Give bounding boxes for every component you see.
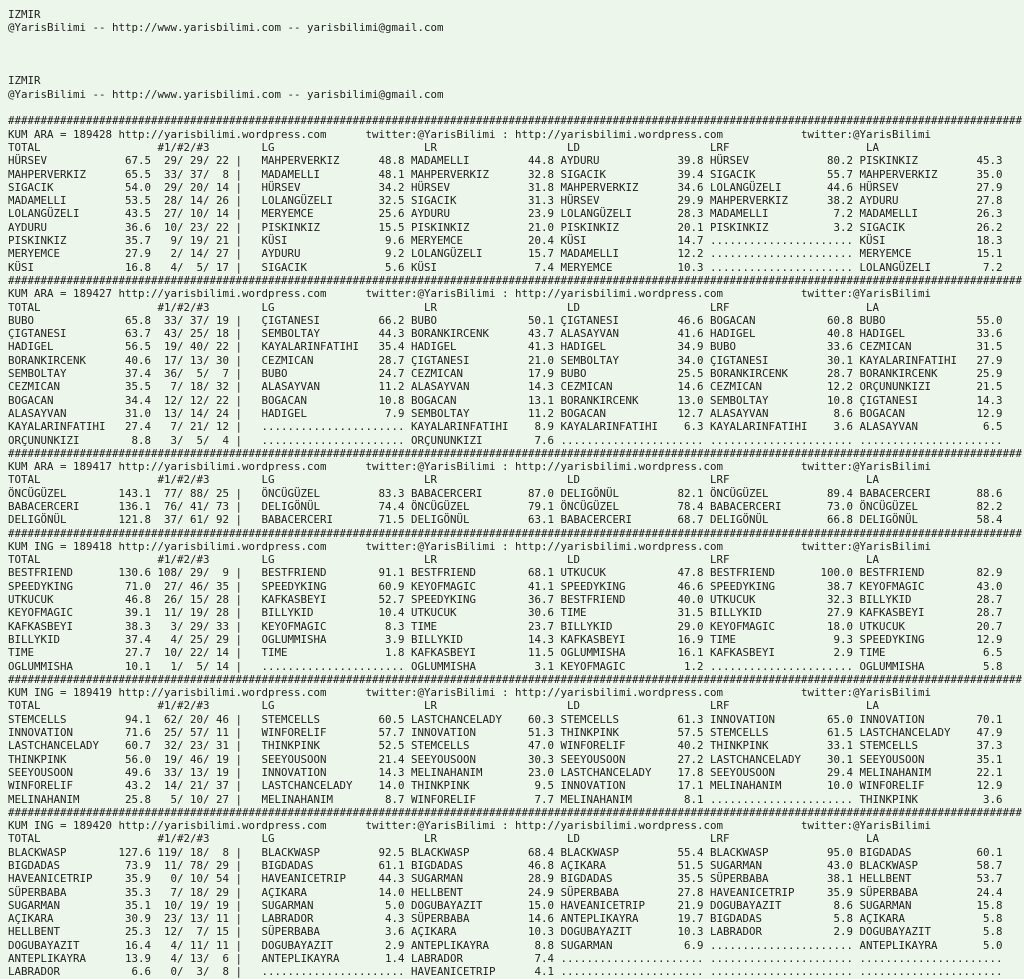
table-row: ÖNCÜGÜZEL 143.1 77/ 88/ 25 | ÖNCÜGÜZEL 83.3 BABACERCERI 87.0 DELIGÖNÜL 82.1 ÖNCÜGÜZEL 89.4 BABACERCERI 88.6: [8, 486, 1003, 500]
table-row: AÇIKARA 30.9 23/ 13/ 11 | LABRADOR 4.3 SÜPERBABA 14.6 ANTEPLIKAYRA 19.7 BIGDADAS 5.8 AÇIKARA 5.8: [8, 912, 1003, 926]
table-row: SÜPERBABA 35.3 7/ 18/ 29 | AÇIKARA 14.0 HELLBENT 24.9 SÜPERBABA 27.8 HAVEANICETRIP 35.9 SÜPERBABA 24.4: [8, 885, 1003, 899]
table-row: SIGACIK 54.0 29/ 20/ 14 | HÜRSEV 34.2 HÜRSEV 31.8 MAHPERVERKIZ 34.6 LOLANGÜZELI 44.6 HÜRSEV 27.9: [8, 180, 1003, 194]
separator-line: ############################################################################################################################################################: [8, 805, 1023, 819]
table-row: AYDURU 36.6 10/ 23/ 22 | PISKINKIZ 15.5 PISKINKIZ 21.0 PISKINKIZ 20.1 PISKINKIZ 3.2 SIGACIK 26.2: [8, 220, 1003, 234]
report-header: [8, 8, 1024, 114]
table-row: ALASAYVAN 31.0 13/ 14/ 24 | HADIGEL 7.9 SEMBOLTAY 11.2 BOGACAN 12.7 ALASAYVAN 8.6 BOGACAN 12.9: [8, 406, 1003, 420]
table-row: TIME 27.7 10/ 22/ 14 | TIME 1.8 KAFKASBEYI 11.5 OGLUMMISHA 16.1 KAFKASBEYI 2.9 TIME 6.5: [8, 646, 1003, 660]
table-row: MERYEMCE 27.9 2/ 14/ 27 | AYDURU 9.2 LOLANGÜZELI 15.7 MADAMELLI 12.2 ...................... MERYEMCE 15.1: [8, 247, 1003, 261]
spacer: [8, 101, 1024, 114]
table-row: HELLBENT 25.3 12/ 7/ 15 | SÜPERBABA 3.6 AÇIKARA 10.3 DOGUBAYAZIT 10.3 LABRADOR 2.9 DOGUBAYAZIT 5.8: [8, 925, 1003, 939]
column-headers: TOTAL #1/#2/#3 LG LR LD LRF LA: [8, 832, 880, 846]
table-row: MADAMELLI 53.5 28/ 14/ 26 | LOLANGÜZELI 32.5 SIGACIK 31.3 HÜRSEV 29.9 MAHPERVERKIZ 38.2 AYDURU 27.8: [8, 194, 1003, 208]
table-row: PISKINKIZ 35.7 9/ 19/ 21 | KÜSI 9.6 MERYEMCE 20.4 KÜSI 14.7 ...................... KÜSI 18.3: [8, 234, 1003, 248]
block-title: KUM ING = 189420 http://yarisbilimi.wordpress.com twitter:@YarisBilimi : http://yarisbilimi.wordpress.com twitter:@YarisBilimi: [8, 819, 932, 833]
column-headers: TOTAL #1/#2/#3 LG LR LD LRF LA: [8, 140, 880, 154]
table-row: KEYOFMAGIC 39.1 11/ 19/ 28 | BILLYKID 10.4 UTKUCUK 30.6 TIME 31.5 BILLYKID 27.9 KAFKASBEYI 28.7: [8, 606, 1003, 620]
spacer: [8, 35, 1024, 48]
table-row: HAVEANICETRIP 35.9 0/ 10/ 54 | HAVEANICETRIP 44.3 SUGARMAN 28.9 BIGDADAS 35.5 SÜPERBABA 38.1 HELLBENT 53.7: [8, 872, 1003, 886]
table-row: INNOVATION 71.6 25/ 57/ 11 | WINFORELIF 57.7 INNOVATION 51.3 THINKPINK 57.5 STEMCELLS 61.5 LASTCHANCELADY 47.9: [8, 726, 1003, 740]
column-headers: TOTAL #1/#2/#3 LG LR LD LRF LA: [8, 699, 880, 713]
table-row: THINKPINK 56.0 19/ 46/ 19 | SEEYOUSOON 21.4 SEEYOUSOON 30.3 SEEYOUSOON 27.2 LASTCHANCELADY 30.1 SEEYOUSOON 35.1: [8, 752, 1003, 766]
separator-line: ############################################################################################################################################################: [8, 114, 1023, 128]
table-row: BABACERCERI 136.1 76/ 41/ 73 | DELIGÖNÜL 74.4 ÖNCÜGÜZEL 79.1 ÖNCÜGÜZEL 78.4 BABACERCERI 73.0 ÖNCÜGÜZEL 82.2: [8, 499, 1003, 513]
table-row: DOGUBAYAZIT 16.4 4/ 11/ 11 | DOGUBAYAZIT 2.9 ANTEPLIKAYRA 8.8 SUGARMAN 6.9 ...................... ANTEPLIKAYRA 5.0: [8, 938, 1003, 952]
separator-line: ############################################################################################################################################################: [8, 446, 1023, 460]
table-row: LOLANGÜZELI 43.5 27/ 10/ 14 | MERYEMCE 25.6 AYDURU 23.9 LOLANGÜZELI 28.3 MADAMELLI 7.2 MADAMELLI 26.3: [8, 207, 1003, 221]
table-row: BLACKWASP 127.6 119/ 18/ 8 | BLACKWASP 92.5 BLACKWASP 68.4 BLACKWASP 55.4 BLACKWASP 95.0 BIGDADAS 60.1: [8, 845, 1003, 859]
column-headers: TOTAL #1/#2/#3 LG LR LD LRF LA: [8, 473, 880, 487]
table-row: MELINAHANIM 25.8 5/ 10/ 27 | MELINAHANIM 8.7 WINFORELIF 7.7 MELINAHANIM 8.1 ...................... THINKPINK 3.6: [8, 792, 1003, 806]
column-headers: TOTAL #1/#2/#3 LG LR LD LRF LA: [8, 300, 880, 314]
table-row: BIGDADAS 73.9 11/ 78/ 29 | BIGDADAS 61.1 BIGDADAS 46.8 AÇIKARA 51.5 SUGARMAN 43.0 BLACKWASP 58.7: [8, 859, 1003, 872]
table-row: BUBO 65.8 33/ 37/ 19 | ÇIGTANESI 66.2 BUBO 50.1 ÇIGTANESI 46.6 BOGACAN 60.8 BUBO 55.0: [8, 313, 1003, 327]
report-location: IZMIR: [8, 8, 41, 21]
report-location: IZMIR: [8, 74, 41, 88]
table-row: UTKUCUK 46.8 26/ 15/ 28 | KAFKASBEYI 52.7 SPEEDYKING 36.7 BESTFRIEND 40.0 UTKUCUK 32.3 BILLYKID 28.7: [8, 593, 1003, 607]
table-row: HÜRSEV 67.5 29/ 29/ 22 | MAHPERVERKIZ 48.8 MADAMELLI 44.8 AYDURU 39.8 HÜRSEV 80.2 PISKINKIZ 45.3: [8, 154, 1003, 168]
table-row: MAHPERVERKIZ 65.5 33/ 37/ 8 | MADAMELLI 48.1 MAHPERVERKIZ 32.8 SIGACIK 39.4 SIGACIK 55.7 MAHPERVERKIZ 35.0: [8, 167, 1003, 181]
table-row: SEEYOUSOON 49.6 33/ 13/ 19 | INNOVATION 14.3 MELINAHANIM 23.0 LASTCHANCELADY 17.8 SEEYOUSOON 29.4 MELINAHANIM 22.1: [8, 765, 1003, 779]
block-title: KUM ING = 189418 http://yarisbilimi.wordpress.com twitter:@YarisBilimi : http://yarisbilimi.wordpress.com twitter:@YarisBilimi: [8, 539, 932, 553]
block-title: KUM ARA = 189428 http://yarisbilimi.wordpress.com twitter:@YarisBilimi : http://yarisbilimi.wordpress.com twitter:@YarisBilimi: [8, 127, 932, 141]
table-row: STEMCELLS 94.1 62/ 20/ 46 | STEMCELLS 60.5 LASTCHANCELADY 60.3 STEMCELLS 61.3 INNOVATION 65.0 INNOVATION 70.1: [8, 712, 1003, 726]
table-row: LABRADOR 6.6 0/ 3/ 8 | ...................... HAVEANICETRIP 4.1 ...................... ...................... ......................: [8, 965, 1003, 979]
report-byline: @YarisBilimi -- http://www.yarisbilimi.com -- yarisbilimi@gmail.com: [8, 87, 444, 101]
table-row: KAFKASBEYI 38.3 3/ 29/ 33 | KEYOFMAGIC 8.3 TIME 23.7 BILLYKID 29.0 KEYOFMAGIC 18.0 UTKUCUK 20.7: [8, 619, 1003, 633]
separator-line: ############################################################################################################################################################: [8, 526, 1023, 540]
table-row: ÇIGTANESI 63.7 43/ 25/ 18 | SEMBOLTAY 44.3 BORANKIRCENK 43.7 ALASAYVAN 41.6 HADIGEL 40.8 HADIGEL 33.6: [8, 327, 1003, 341]
table-row: KÜSI 16.8 4/ 5/ 17 | SIGACIK 5.6 KÜSI 7.4 MERYEMCE 10.3 ...................... LOLANGÜZELI 7.2: [8, 260, 1003, 274]
table-row: SPEEDYKING 71.0 27/ 46/ 35 | SPEEDYKING 60.9 KEYOFMAGIC 41.1 SPEEDYKING 46.6 SPEEDYKING 38.7 KEYOFMAGIC 43.0: [8, 579, 1003, 593]
table-row: CEZMICAN 35.5 7/ 18/ 32 | ALASAYVAN 11.2 ALASAYVAN 14.3 CEZMICAN 14.6 CEZMICAN 12.2 ORÇUNUNKIZI 21.5: [8, 380, 1003, 394]
table-row: SUGARMAN 35.1 10/ 19/ 19 | SUGARMAN 5.0 DOGUBAYAZIT 15.0 HAVEANICETRIP 21.9 DOGUBAYAZIT 8.6 SUGARMAN 15.8: [8, 898, 1003, 912]
table-row: LASTCHANCELADY 60.7 32/ 23/ 31 | THINKPINK 52.5 STEMCELLS 47.0 WINFORELIF 40.2 THINKPINK 33.1 STEMCELLS 37.3: [8, 739, 1003, 753]
table-row: OGLUMMISHA 10.1 1/ 5/ 14 | ...................... OGLUMMISHA 3.1 KEYOFMAGIC 1.2 ...................... OGLUMMISHA 5.8: [8, 659, 1003, 673]
report-byline: @YarisBilimi -- http://www.yarisbilimi.com -- yarisbilimi@gmail.com: [8, 21, 444, 35]
spacer: [8, 48, 1024, 61]
table-row: BILLYKID 37.4 4/ 25/ 29 | OGLUMMISHA 3.9 BILLYKID 14.3 KAFKASBEYI 16.9 TIME 9.3 SPEEDYKING 12.9: [8, 632, 1003, 646]
table-row: BESTFRIEND 130.6 108/ 29/ 9 | BESTFRIEND 91.1 BESTFRIEND 68.1 UTKUCUK 47.8 BESTFRIEND 100.0 BESTFRIEND 82.9: [8, 566, 1003, 580]
table-row: SEMBOLTAY 37.4 36/ 5/ 7 | BUBO 24.7 CEZMICAN 17.9 BUBO 25.5 BORANKIRCENK 28.7 BORANKIRCENK 25.9: [8, 367, 1003, 381]
separator-line: ############################################################################################################################################################: [8, 672, 1023, 686]
spacer: [8, 61, 1024, 74]
table-row: DELIGÖNÜL 121.8 37/ 61/ 92 | BABACERCERI 71.5 DELIGÖNÜL 63.1 BABACERCERI 68.7 DELIGÖNÜL 66.8 DELIGÖNÜL 58.4: [8, 513, 1003, 527]
table-row: KAYALARINFATIHI 27.4 7/ 21/ 12 | ...................... KAYALARINFATIHI 8.9 KAYALARINFATIHI 6.3 KAYALARINFATIHI 3.6 ALASAYVAN 6.5: [8, 420, 1003, 434]
separator-line: ############################################################################################################################################################: [8, 273, 1023, 287]
table-row: WINFORELIF 43.2 14/ 21/ 37 | LASTCHANCELADY 14.0 THINKPINK 9.5 INNOVATION 17.1 MELINAHANIM 10.0 WINFORELIF 12.9: [8, 779, 1003, 793]
column-headers: TOTAL #1/#2/#3 LG LR LD LRF LA: [8, 553, 880, 567]
block-title: KUM ING = 189419 http://yarisbilimi.wordpress.com twitter:@YarisBilimi : http://yarisbilimi.wordpress.com twitter:@YarisBilimi: [8, 686, 932, 700]
table-row: ANTEPLIKAYRA 13.9 4/ 13/ 6 | ANTEPLIKAYRA 1.4 LABRADOR 7.4 ...................... ...................... ......................: [8, 952, 1003, 966]
table-row: HADIGEL 56.5 19/ 40/ 22 | KAYALARINFATIHI 35.4 HADIGEL 41.3 HADIGEL 34.9 BUBO 33.6 CEZMICAN 31.5: [8, 340, 1003, 354]
block-title: KUM ARA = 189417 http://yarisbilimi.wordpress.com twitter:@YarisBilimi : http://yarisbilimi.wordpress.com twitter:@YarisBilimi: [8, 460, 932, 474]
report-blocks: [8, 114, 1024, 978]
table-row: ORÇUNUNKIZI 8.8 3/ 5/ 4 | ...................... ORÇUNUNKIZI 7.6 ...................... ...................... ......................: [8, 433, 1003, 447]
table-row: BOGACAN 34.4 12/ 12/ 22 | BOGACAN 10.8 BOGACAN 13.1 BORANKIRCENK 13.0 SEMBOLTAY 10.8 ÇIGTANESI 14.3: [8, 393, 1003, 407]
block-title: KUM ARA = 189427 http://yarisbilimi.wordpress.com twitter:@YarisBilimi : http://yarisbilimi.wordpress.com twitter:@YarisBilimi: [8, 287, 932, 301]
table-row: BORANKIRCENK 40.6 17/ 13/ 30 | CEZMICAN 28.7 ÇIGTANESI 21.0 SEMBOLTAY 34.0 ÇIGTANESI 30.1 KAYALARINFATIHI 27.9: [8, 353, 1003, 367]
